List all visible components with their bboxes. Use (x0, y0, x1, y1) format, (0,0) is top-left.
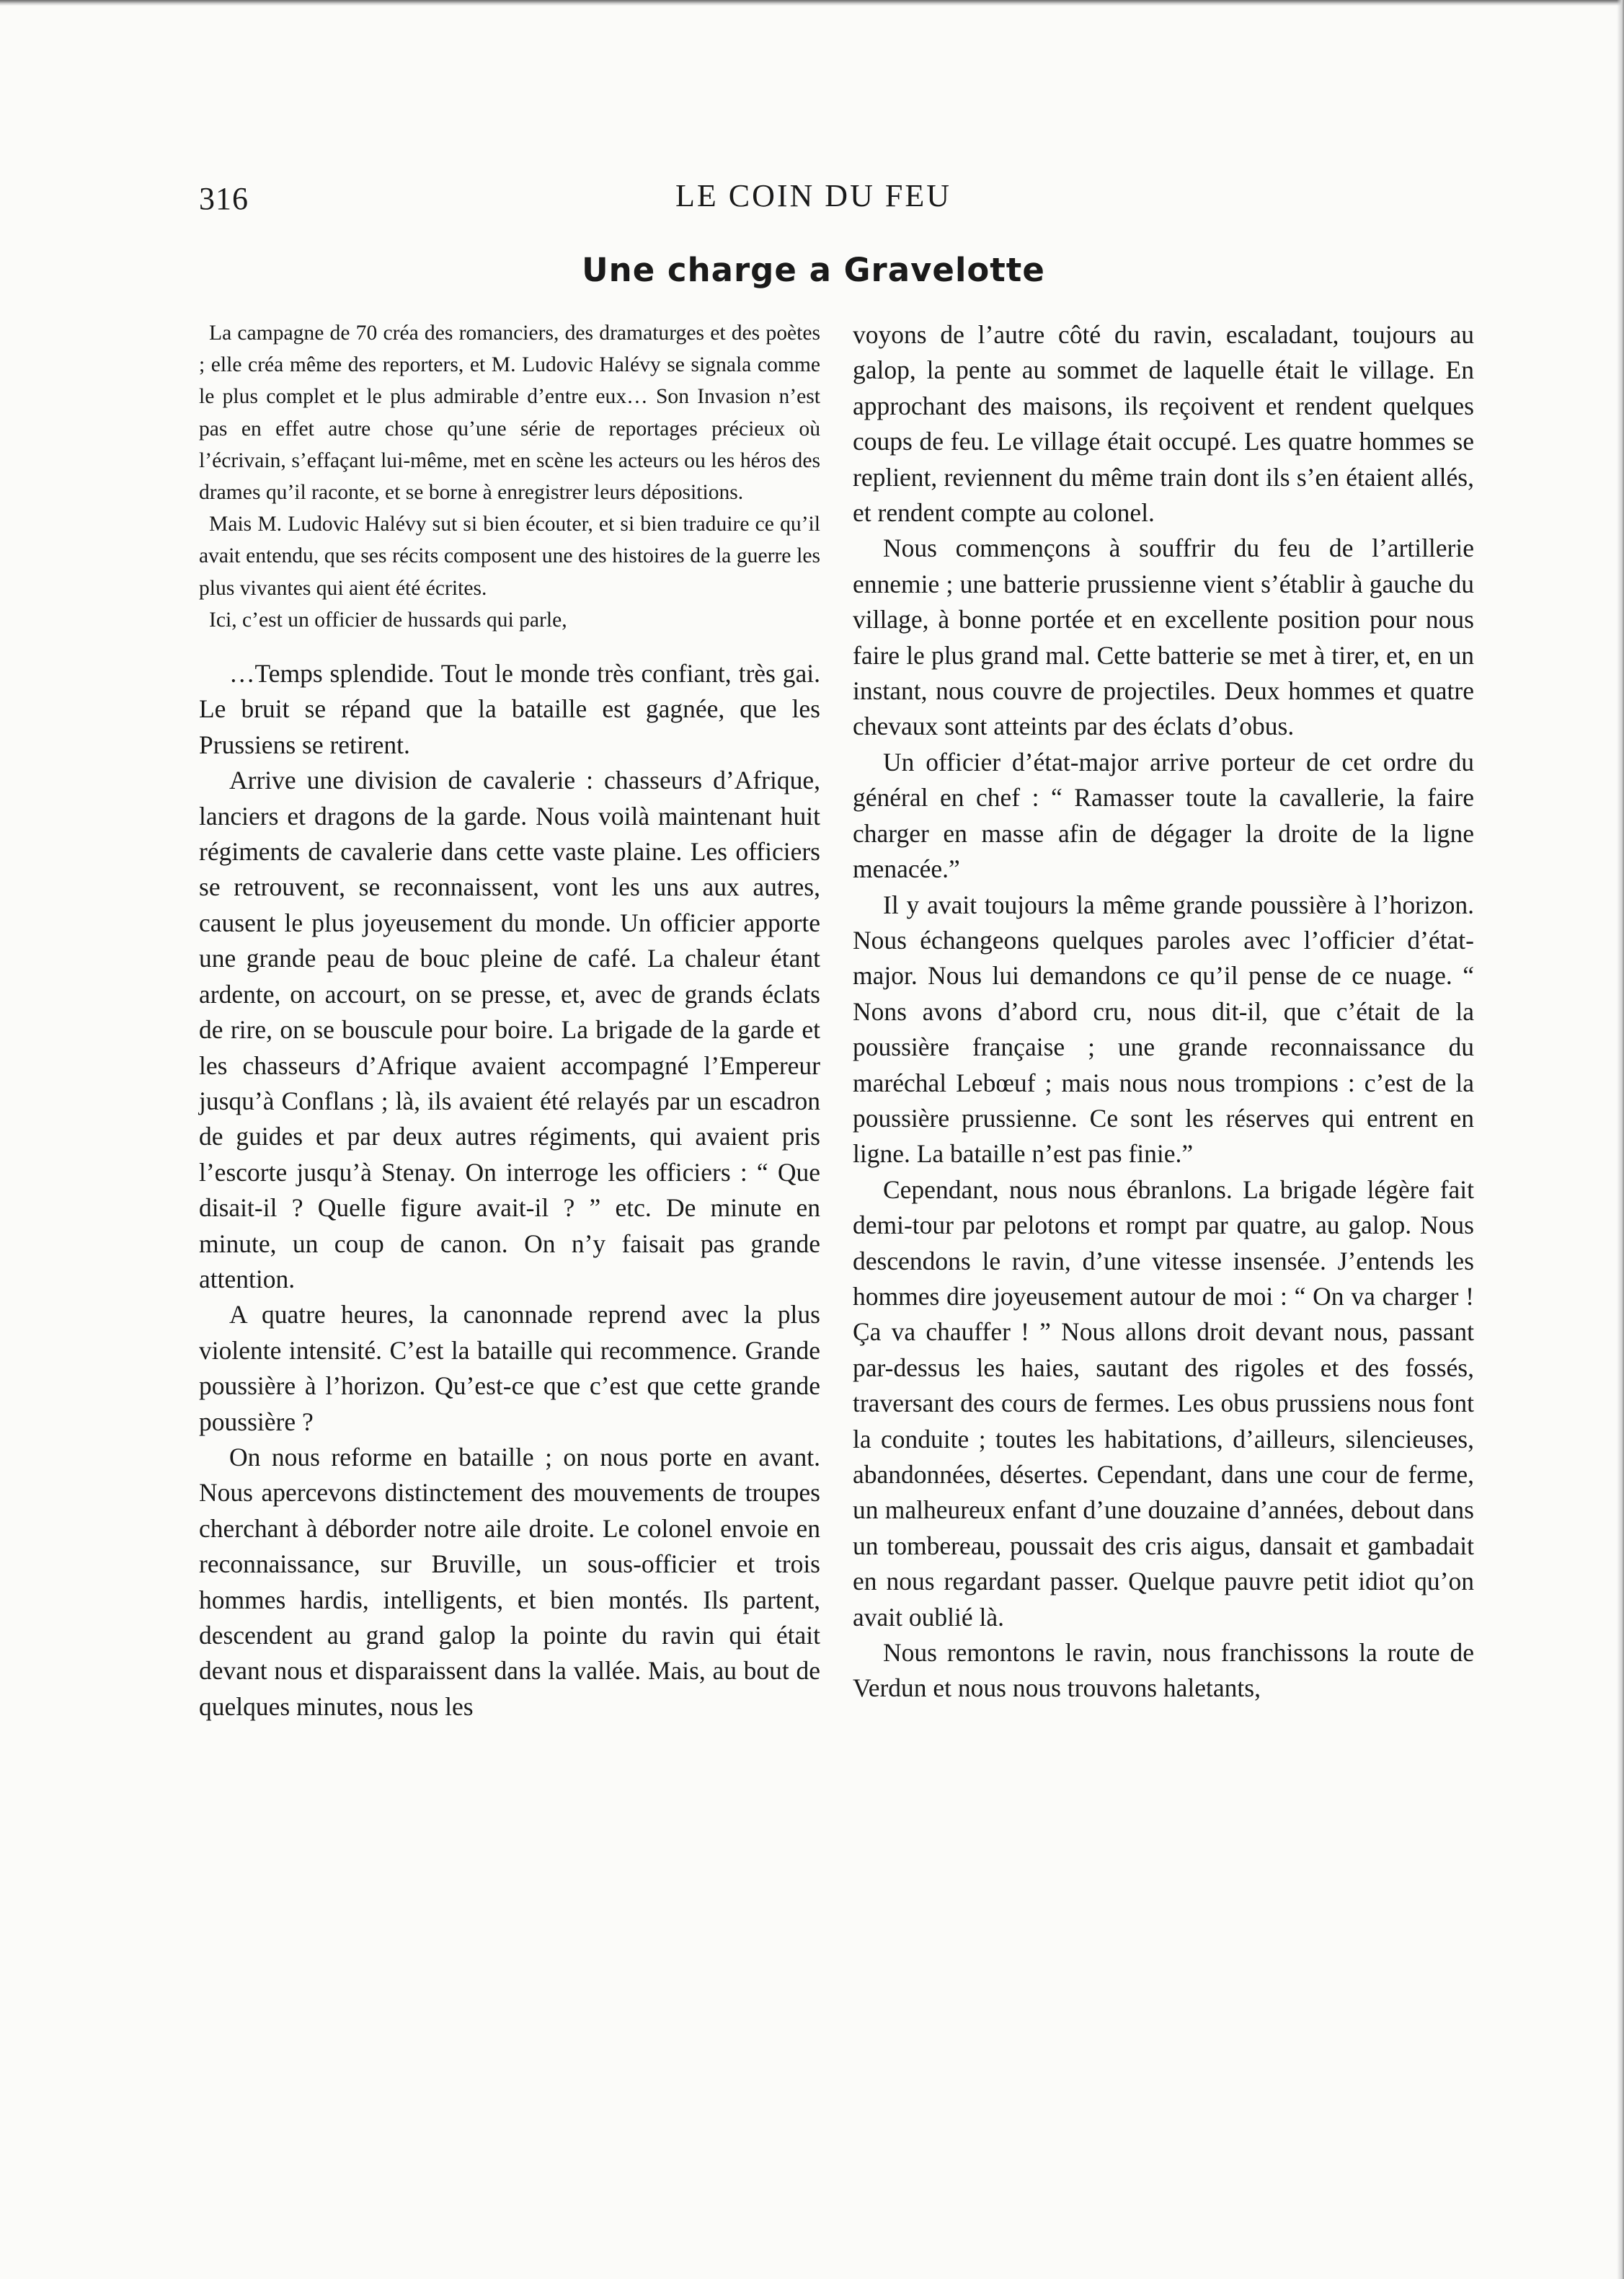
narrative-left (199, 656, 820, 1725)
body-paragraph: Un officier d’état-major arrive porteur de cet ordre du général en chef : “ Ramasser toute la cavallerie, la faire charger en masse afin de dégager la droite de la ligne menacée.” (853, 747, 1474, 884)
body-paragraph: A quatre heures, la canonnade reprend avec la plus violente intensité. C’est la bataille qui recommence. Grande poussière à l’horizon. Qu’est-ce que c’est que cette grande poussière ? (199, 1300, 820, 1436)
running-title: LE COIN DU FEU (675, 178, 951, 213)
body-paragraph: Arrive une division de cavalerie : chasseurs d’Afrique, lanciers et dragons de la garde. Nous voilà maintenant huit régiments de cavalerie dans cette vaste plaine. Les officiers se retrouvent, se reconnaissent, vont les uns aux autres, causent le plus joyeusement du monde. Un officier apporte une grande peau de bouc pleine de café. La chaleur étant ardente, on accourt, on se presse, et, avec de grands éclats de rire, on se bouscule pour boire. La brigade de la garde et les chasseurs d’Afrique avaient accompagné l’Empereur jusqu’à Conflans ; là, ils avaient été relayés par un escadron de guides et par deux autres régiments, qui avaient pris l’escorte jusqu’à Stenay. On interroge les officiers : “ Que disait-il ? Quelle figure avait-il ? ” etc. De minute en minute, un coup de canon. On n’y faisait pas grande attention. (199, 766, 820, 1293)
intro-spacer (199, 636, 820, 656)
scan-right-edge (1617, 0, 1624, 2279)
page-number: 316 (199, 181, 249, 216)
intro-paragraph: Mais M. Ludovic Halévy sut si bien écouter, et si bien traduire ce qu’il avait entendu, que ses récits composent une des histoires de la guerre les plus vivantes qui aient été écrites. (199, 513, 820, 600)
body-paragraph: Il y avait toujours la même grande poussière à l’horizon. Nous échangeons quelques paroles avec l’officier d’état-major. Nous lui demandons ce qu’il pense de ce nuage. “ Nons avons d’abord cru, nous dit-il, que c’était de la poussière française ; une grande reconnaissance du maréchal Lebœuf ; mais nous nous trompions : c’est de la poussière prussienne. Ce sont les réserves qui entrent en ligne. La bataille n’est pas finie.” (853, 890, 1474, 1169)
article-title: Une charge a Gravelotte (582, 251, 1045, 289)
body-paragraph: On nous reforme en bataille ; on nous porte en avant. Nous apercevons distinctement des mouvements de troupes cherchant à déborder notre aile droite. Le colonel envoie en reconnaissance, sur Bruville, un sous-officier et trois hommes hardis, intelligents, et bien montés. Ils partent, descendent au grand galop la pointe du ravin qui était devant nous et disparaissent dans la vallée. Mais, au bout de quelques minutes, nous les (199, 1442, 820, 1721)
body-paragraph: Nous commençons à souffrir du feu de l’artillerie ennemie ; une batterie prussienne vient s’établir à gauche du village, à bonne portée et en excellente position pour nous faire le plus grand mal. Cette batterie se met à tirer, et, en un instant, nous couvre de projectiles. Deux hommes et quatre chevaux sont atteints par des éclats d’obus. (853, 534, 1474, 741)
left-column (199, 317, 820, 1725)
intro-paragraph: Ici, c’est un officier de hussards qui parle, (209, 608, 567, 632)
body-paragraph: Nous remontons le ravin, nous franchissons la route de Verdun et nous nous trouvons haletants, (853, 1638, 1474, 1703)
intro-paragraph: La campagne de 70 créa des romanciers, des dramaturges et des poètes ; elle créa même des reporters, et M. Ludovic Halévy se signala comme le plus complet et le plus admirable d’entre eux… Son Invasion n’est pas en effet autre chose qu’une série de reportages précieux où l’écrivain, s’effaçant lui-même, met en scène les acteurs ou les héros des drames qu’il raconte, et se borne à enregistrer leurs dépositions. (199, 322, 820, 505)
body-paragraph: …Temps splendide. Tout le monde très confiant, très gai. Le bruit se répand que la bataille est gagnée, que les Prussiens se retirent. (199, 659, 820, 759)
narrative-right (853, 317, 1474, 1707)
body-paragraph: Cependant, nous nous ébranlons. La brigade légère fait demi-tour par pelotons et rompt par quatre, au galop. Nous descendons le ravin, d’une vitesse insensée. J’entends les hommes dire joyeusement autour de moi : “ On va charger ! Ça va chauffer ! ” Nous allons droit devant nous, passant par-dessus les haies, sautant des rigoles et des fossés, traversant des cours de fermes. Les obus prussiens nous font la conduite ; toutes les habitations, d’ailleurs, silencieuses, abandonnées, désertes. Cependant, dans une cour de ferme, un malheureux enfant d’une douzaine d’années, debout dans un tombereau, poussait des cris aigus, dansait et gambadait en nous regardant passer. Quelque pauvre petit idiot qu’on avait oublié là. (853, 1174, 1474, 1632)
scan-top-edge (0, 0, 1624, 6)
body-paragraph-continued: voyons de l’autre côté du ravin, escaladant, toujours au galop, la pente au sommet de laquelle était le village. En approchant des maisons, ils reçoivent et rendent quelques coups de feu. Le village était occupé. Les quatre hommes se replient, reviennent du même train dont ils s’en étaient allés, et rendent compte au colonel. (853, 320, 1474, 528)
right-column (853, 317, 1474, 1707)
introduction (199, 317, 820, 636)
